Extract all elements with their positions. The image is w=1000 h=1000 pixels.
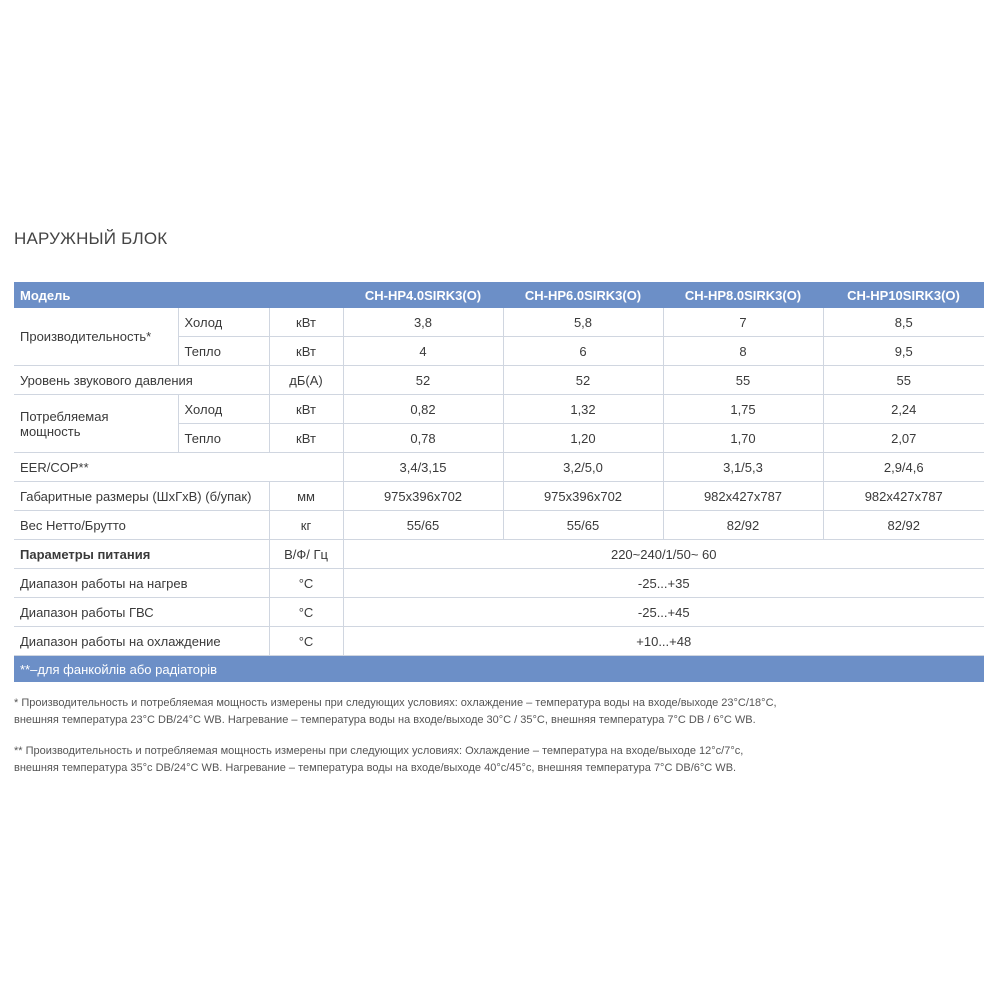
row-sublabel: Холод [178,308,269,337]
footnote-line: внешняя температура 35°с DB/24°С WB. Нагревание – температура воды на входе/выходе 40°с/45°с, внешняя температура 7°С DB/6°С WB. [14,762,737,774]
unit-cell: дБ(А) [269,366,343,395]
model-header: CH-HP4.0SIRK3(O) [343,282,503,308]
value-cell: 7 [663,308,823,337]
table-row [14,569,984,598]
table-row [14,627,984,656]
unit-cell: °С [269,569,343,598]
value-cell: 82/92 [823,511,984,540]
value-cell: 55 [663,366,823,395]
unit-cell: В/Ф/ Гц [269,540,343,569]
section-title: НАРУЖНЫЙ БЛОК [14,229,168,248]
value-cell: 3,8 [343,308,503,337]
unit-cell: мм [269,482,343,511]
row-sublabel: Холод [178,395,269,424]
unit-cell: кг [269,511,343,540]
row-label: Диапазон работы на охлаждение [14,627,269,656]
model-header: CH-HP6.0SIRK3(O) [503,282,663,308]
unit-cell: °С [269,627,343,656]
footer-row [14,656,984,683]
value-cell: 982x427x787 [663,482,823,511]
row-label: Диапазон работы ГВС [14,598,269,627]
footnote [14,695,989,729]
table-row [14,598,984,627]
value-cell: 82/92 [663,511,823,540]
header-label: Модель [14,282,343,308]
unit-cell: кВт [269,337,343,366]
unit-cell: °С [269,598,343,627]
value-cell: 2,07 [823,424,984,453]
footnote-line: ** Производительность и потребляемая мощность измерены при следующих условиях: Охлаждение – температура на входе/выходе 12°с/7°с, [14,745,744,757]
value-cell: 55/65 [503,511,663,540]
row-label: Уровень звукового давления [14,366,269,395]
unit-cell: кВт [269,424,343,453]
row-label: Вес Нетто/Брутто [14,511,269,540]
unit-cell: кВт [269,308,343,337]
value-cell: 1,75 [663,395,823,424]
value-cell: 8,5 [823,308,984,337]
value-cell: +10...+48 [343,627,984,656]
value-cell: 9,5 [823,337,984,366]
spec-table [14,282,984,682]
value-cell: 975x396x702 [503,482,663,511]
value-cell: 2,24 [823,395,984,424]
value-cell: 3,4/3,15 [343,453,503,482]
value-cell: 1,70 [663,424,823,453]
footnote [14,743,989,777]
value-cell: 4 [343,337,503,366]
model-header: CH-HP8.0SIRK3(O) [663,282,823,308]
footnote-line: * Производительность и потребляемая мощность измерены при следующих условиях: охлаждение – температура воды на входе/выходе 23°С/18°С, [14,697,777,709]
footer-note: **–для фанкойлів або радіаторів [14,656,984,683]
value-cell: 2,9/4,6 [823,453,984,482]
value-cell: 0,82 [343,395,503,424]
value-cell: -25...+35 [343,569,984,598]
table-row [14,540,984,569]
footnote-line: внешняя температура 23°С DB/24°С WB. Нагревание – температура воды на входе/выходе 30°С / 35°С, внешняя температура 7°С DB / 6°С WB. [14,714,756,726]
value-cell: -25...+45 [343,598,984,627]
header-row [14,282,984,308]
row-sublabel: Тепло [178,424,269,453]
value-cell: 55/65 [343,511,503,540]
footnotes [14,695,989,791]
table-row [14,366,984,395]
value-cell: 55 [823,366,984,395]
table-row [14,453,984,482]
value-cell: 5,8 [503,308,663,337]
row-label: Диапазон работы на нагрев [14,569,269,598]
value-cell: 220~240/1/50~ 60 [343,540,984,569]
table-row [14,308,984,337]
unit-cell: кВт [269,395,343,424]
row-label: Производительность* [14,308,178,366]
value-cell: 52 [503,366,663,395]
value-cell: 3,1/5,3 [663,453,823,482]
row-label: Параметры питания [14,540,269,569]
value-cell: 0,78 [343,424,503,453]
value-cell: 1,20 [503,424,663,453]
table-row [14,482,984,511]
value-cell: 8 [663,337,823,366]
row-label: Габаритные размеры (ШхГхВ) (б/упак) [14,482,269,511]
row-label: Потребляемая мощность [14,395,178,453]
model-header: CH-HP10SIRK3(O) [823,282,984,308]
value-cell: 52 [343,366,503,395]
table-row [14,395,984,424]
row-label: EER/COP** [14,453,343,482]
row-sublabel: Тепло [178,337,269,366]
table-row [14,511,984,540]
value-cell: 3,2/5,0 [503,453,663,482]
value-cell: 975x396x702 [343,482,503,511]
value-cell: 6 [503,337,663,366]
value-cell: 982x427x787 [823,482,984,511]
value-cell: 1,32 [503,395,663,424]
